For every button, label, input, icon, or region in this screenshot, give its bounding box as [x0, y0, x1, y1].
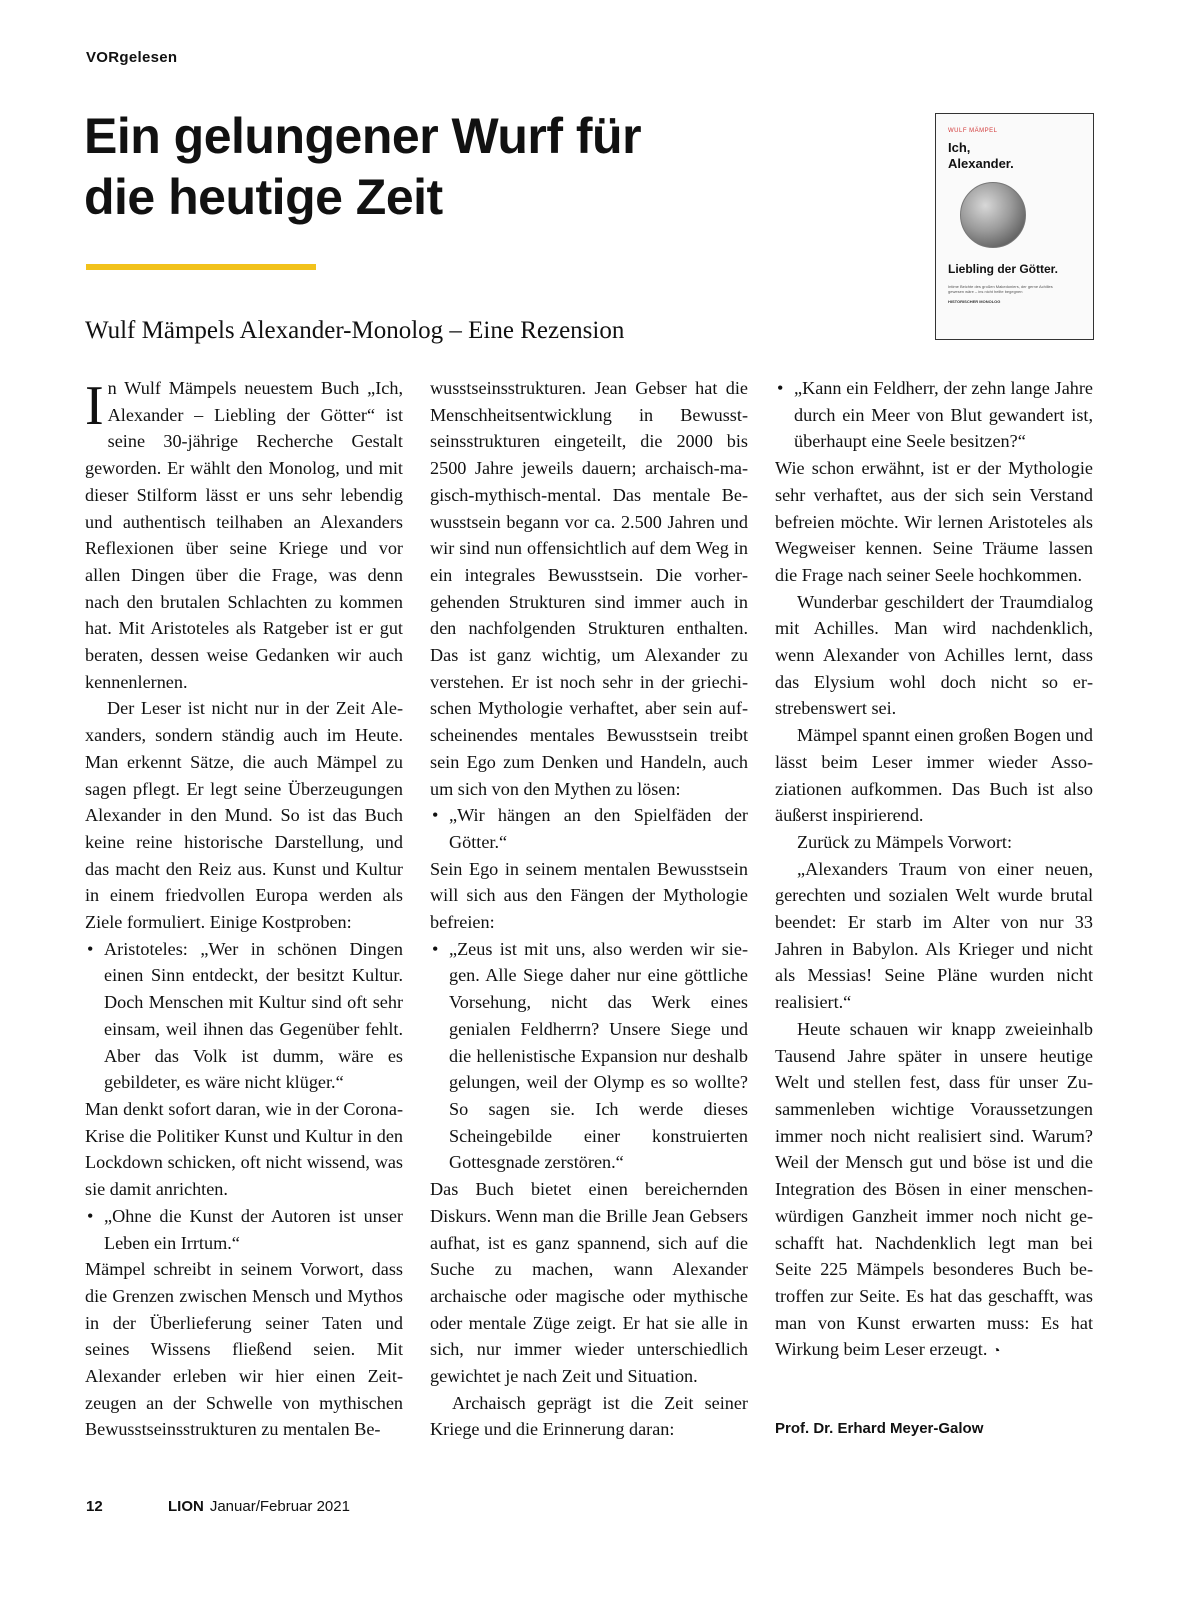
book-title-line-1: Ich, — [948, 140, 971, 155]
accent-rule — [86, 264, 316, 270]
paragraph: Zurück zu Mämpels Vorwort: — [797, 831, 1013, 852]
paragraph: Mämpel schreibt in seinem Vorwort, dass die Grenzen zwischen Mensch und Mythos in der Überlieferung seiner Taten und seines Wissens fließend seien. Mit Alexander erleben wir hier einen Zeitzeugen an der Schwelle von mythischen Bewusstseinsstrukturen zu mentalen Be- — [85, 1259, 403, 1440]
headline — [84, 106, 844, 228]
book-series: HISTORISCHER MONOLOG — [948, 299, 1001, 304]
headline-line-2: die heutige Zeit — [84, 169, 443, 225]
author-signature: Prof. Dr. Erhard Meyer-Galow — [775, 1420, 984, 1437]
section-tag: VORgelesen — [86, 49, 178, 66]
issue-date: Januar/Februar 2021 — [209, 1498, 350, 1515]
quote-bullet: • Aristoteles: „Wer in schönen Dingen einen Sinn entdeckt, der besitzt Kultur. Doch Menschen mit Kultur sind oft sehr einsam, weil ihnen das Gegenüber fehlt. Aber das Volk ist dumm, wäre es gebildeter, es wäre nicht klüger.“ — [85, 936, 403, 1096]
quote-bullet: • „Zeus ist mit uns, also werden wir siegen. Alle Siege daher nur eine göttliche Vorsehung, nicht das Werk eines genialen Feldherrn? Unsere Siege und die hellenistische Expansion nur deshalb gelungen, weil der Olymp es so wollte? So sagen sie. Ich werde dieses Scheingebilde einer konstruierten Gottesgnade zerstören.“ — [430, 936, 748, 1176]
book-cover-image — [935, 113, 1094, 340]
paragraph: „Alexanders Traum von einer neuen, gerechten und sozialen Welt wurde brutal beendet: Er starb im Alter von nur 33 Jahren in Babylon. Als Krieger und nicht als Messias! Seine Pläne wurden nicht realisiert.“ — [775, 858, 1093, 1013]
book-author: WULF MÄMPEL — [948, 128, 998, 134]
paragraph: Sein Ego in seinem mentalen Bewusstsein will sich aus den Fängen der Mythologie befreien: — [430, 858, 748, 933]
coin-portrait-image — [960, 182, 1026, 248]
quote-bullet: • „Kann ein Feldherr, der zehn lange Jahre durch ein Meer von Blut gewandert ist, überhaupt eine Seele besitzen?“ — [775, 375, 1093, 455]
paragraph: Man denkt sofort daran, wie in der Corona-Krise die Politiker Kunst und Kultur in den Lockdown schicken, oft nicht wissend, was sie damit anrichten. — [85, 1098, 403, 1200]
book-title-line-2: Alexander. — [948, 156, 1014, 171]
page-footer — [86, 1498, 350, 1515]
book-title — [948, 140, 1083, 172]
paragraph: Der Leser ist nicht nur in der Zeit Alexanders, sondern ständig auch im Heute. Man erkennt Sätze, die auch Mämpel zu sagen pflegt. Er legt seine Überzeugungen Alexander in den Mund. So ist das Buch keine reine historische Darstellung, und das macht den Reiz aus. Kunst und Kultur in einem friedvollen Europa werden als Ziele formuliert. Einige Kostproben: — [85, 698, 403, 933]
quote-bullet: • „Wir hängen an den Spielfäden der Götter.“ — [430, 802, 748, 855]
paragraph — [775, 1016, 1093, 1366]
magazine-name: LION — [168, 1498, 204, 1515]
paragraph: wusstseinsstrukturen. Jean Gebser hat die Menschheitsentwicklung in Bewusstseinsstrukturen eingeteilt, die 2000 bis 2500 Jahre jeweils dauern; archaisch-magisch-mythisch-mental. Das mentale Bewusstsein begann vor ca. 2.500 Jahren und wir sind nun offensichtlich auf dem Weg in ein integrales Bewusstsein. Die vorhergehenden Strukturen sind immer auch in den nachfolgenden Strukturen enthalten. Das ist ganz wichtig, um Alexander zu verstehen. Er ist noch sehr in der griechischen Mythologie verhaftet, aber sein aufscheinendes mentales Bewusstsein treibt sein Ego zum Denken und Handeln, auch um sich von den Mythen zu lösen: — [430, 378, 748, 799]
paragraph: Wie schon erwähnt, ist er der Mythologie sehr verhaftet, aus der sich sein Verstand befreien möchte. Wir lernen Aristoteles als Wegweiser kennen. Seine Träume lassen die Frage nach seiner Seele hochkommen. — [775, 458, 1093, 585]
headline-line-1: Ein gelungener Wurf für — [84, 108, 642, 164]
article-column-2 — [430, 375, 748, 1443]
article-column-1 — [85, 375, 403, 1443]
paragraph: Das Buch bietet einen bereichernden Diskurs. Wenn man die Brille Jean Gebsers aufhat, ist es ganz spannend, sich auf die Suche zu machen, wann Alexander archaische oder magische oder mythische oder mentale Züge zeigt. Er hat sie alle in sich, nur immer wieder unterschiedlich gewichtet je nach Zeit und Situation. — [430, 1179, 748, 1387]
paragraph: Wunderbar geschildert der Traumdialog mit Achilles. Man wird nachdenklich, wenn Alexander von Achilles lernt, dass das Elysium wohl doch nicht so erstrebenswert sei. — [775, 591, 1093, 719]
subtitle: Wulf Mämpels Alexander-Monolog – Eine Rezension — [85, 317, 625, 344]
paragraph-text: n Wulf Mämpels neuestem Buch „Ich, Alexander – Liebling der Götter“ ist seine 30-jährige Recherche Gestalt geworden. Er wählt den Monolog, und mit dieser Stilform lässt er uns sehr lebendig und authentisch teilhaben an Alexanders Reflexionen über seine Kriege und vor allen Dingen über die Frage, was denn nach den brutalen Schlachten zu kommen hat. Mit Aristoteles als Ratgeber ist er gut beraten, dessen weise Gedanken wir auch kennenlernen. — [85, 378, 403, 692]
drop-cap: I — [85, 375, 104, 437]
paragraph: Archaisch geprägt ist die Zeit seiner Kriege und die Erinnerung daran: — [430, 1392, 748, 1440]
quote-bullet: • „Ohne die Kunst der Autoren ist unser Leben ein Irrtum.“ — [85, 1203, 403, 1256]
page-number: 12 — [86, 1498, 103, 1515]
paragraph: Mämpel spannt einen großen Bogen und lässt beim Leser immer wieder Assoziationen aufkommen. Das Buch ist also äußerst inspirierend. — [775, 725, 1093, 826]
book-blurb: Intime Beichte des großen Makedoniers, der gerne Achilles gewesen wäre – ins nicht heilte begegnen — [948, 284, 1053, 294]
paragraph — [85, 375, 403, 695]
article-column-3 — [775, 375, 1093, 1366]
end-mark-icon: ◔ — [991, 1344, 1001, 1360]
paragraph-text: Heute schauen wir knapp zweieinhalb Tausend Jahre später in unsere heutige Welt und stellen fest, dass für unser Zusammenleben wichtige Voraussetzungen immer noch nicht realisiert sind. Warum? Weil der Mensch gut und böse ist und die Integration des Bösen in einer menschenwürdigen Ganzheit immer noch nicht geschafft hat. Nachdenklich legt man bei Seite 225 Mämpels besonderes Buch betroffen zur Seite. Es hat das geschafft, was man von Kunst erwarten muss: Es hat Wirkung beim Leser erzeugt. — [775, 1018, 1093, 1360]
book-subtitle: Liebling der Götter. — [948, 262, 1059, 276]
